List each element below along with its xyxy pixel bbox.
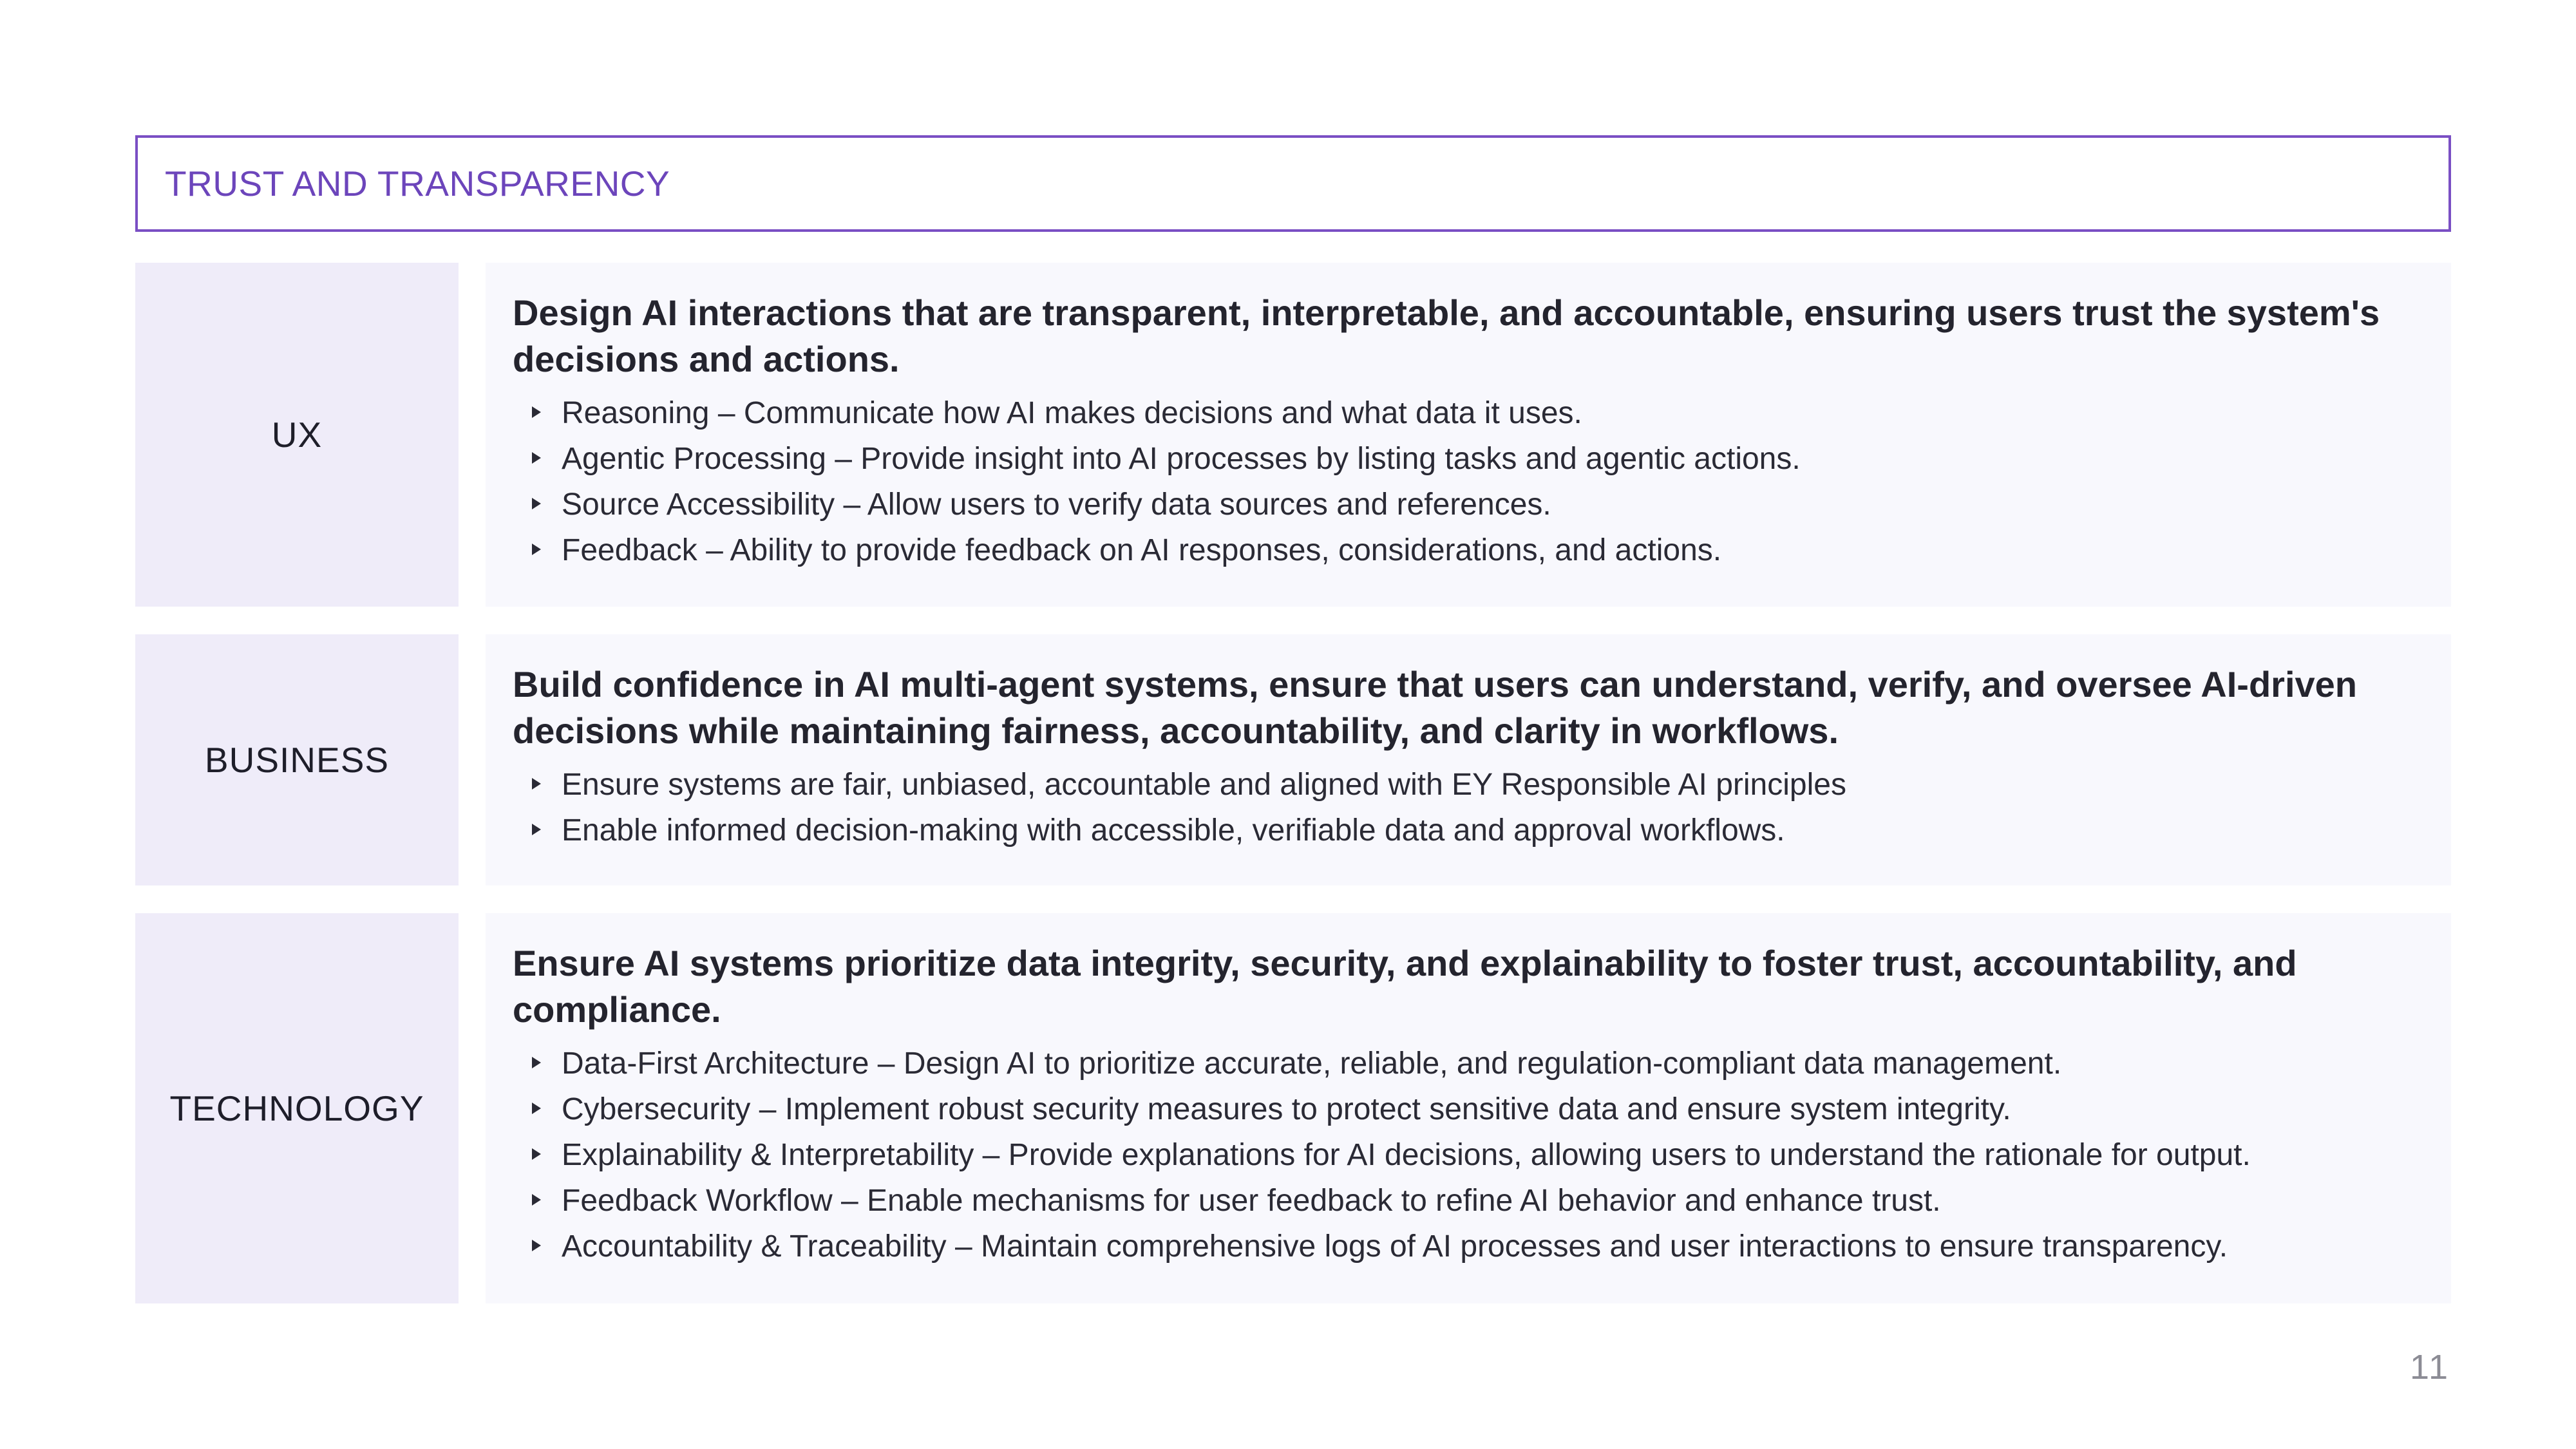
bullet-arrow-icon xyxy=(532,498,541,509)
business-label: BUSINESS xyxy=(135,634,459,886)
ux-bullet-list xyxy=(513,390,2425,573)
bullet-item: Feedback – Ability to provide feedback on AI responses, considerations, and actions. xyxy=(513,527,2425,573)
bullet-arrow-icon xyxy=(532,406,541,418)
ux-heading: Design AI interactions that are transparent, interpretable, and accountable, ensuring users trust the system's decisions and actions. xyxy=(513,292,2380,379)
bullet-item: Feedback Workflow – Enable mechanisms for user feedback to refine AI behavior and enhance trust. xyxy=(513,1178,2425,1224)
bullet-arrow-icon xyxy=(532,1057,541,1068)
bullet-item: Source Accessibility – Allow users to verify data sources and references. xyxy=(513,482,2425,527)
bullet-arrow-icon xyxy=(532,544,541,555)
business-section xyxy=(135,634,2451,886)
section-title-box xyxy=(135,135,2451,232)
business-bullet-list xyxy=(513,762,2425,853)
technology-bullet-list xyxy=(513,1041,2425,1269)
business-heading: Build confidence in AI multi-agent systems, ensure that users can understand, verify, and oversee AI-driven decisions while maintaining fairness, accountability, and clarity in workflows. xyxy=(513,664,2358,751)
bullet-item: Agentic Processing – Provide insight into AI processes by listing tasks and agentic actions. xyxy=(513,436,2425,482)
bullet-arrow-icon xyxy=(532,452,541,464)
bullet-item: Enable informed decision-making with accessible, verifiable data and approval workflows. xyxy=(513,808,2425,853)
bullet-item: Data-First Architecture – Design AI to prioritize accurate, reliable, and regulation-compliant data management. xyxy=(513,1041,2425,1086)
ux-section xyxy=(135,263,2451,607)
technology-label: TECHNOLOGY xyxy=(135,913,459,1303)
technology-content xyxy=(486,913,2451,1303)
bullet-arrow-icon xyxy=(532,1103,541,1114)
bullet-arrow-icon xyxy=(532,824,541,835)
bullet-item: Cybersecurity – Implement robust security measures to protect sensitive data and ensure system integrity. xyxy=(513,1086,2425,1132)
bullet-arrow-icon xyxy=(532,1148,541,1160)
technology-section xyxy=(135,913,2451,1303)
bullet-item: Accountability & Traceability – Maintain comprehensive logs of AI processes and user interactions to ensure transparency. xyxy=(513,1224,2425,1269)
page-title: TRUST AND TRANSPARENCY xyxy=(165,164,670,204)
ux-label: UX xyxy=(135,263,459,607)
technology-heading: Ensure AI systems prioritize data integrity, security, and explainability to foster trust, accountability, and compliance. xyxy=(513,943,2297,1030)
bullet-item: Reasoning – Communicate how AI makes decisions and what data it uses. xyxy=(513,390,2425,436)
ux-content xyxy=(486,263,2451,607)
bullet-item: Explainability & Interpretability – Provide explanations for AI decisions, allowing users to understand the rationale for output. xyxy=(513,1132,2425,1178)
page-number: 11 xyxy=(2409,1348,2450,1387)
bullet-arrow-icon xyxy=(532,1240,541,1251)
bullet-arrow-icon xyxy=(532,1194,541,1206)
business-content xyxy=(486,634,2451,886)
bullet-arrow-icon xyxy=(532,778,541,790)
bullet-item: Ensure systems are fair, unbiased, accountable and aligned with EY Responsible AI principles xyxy=(513,762,2425,808)
